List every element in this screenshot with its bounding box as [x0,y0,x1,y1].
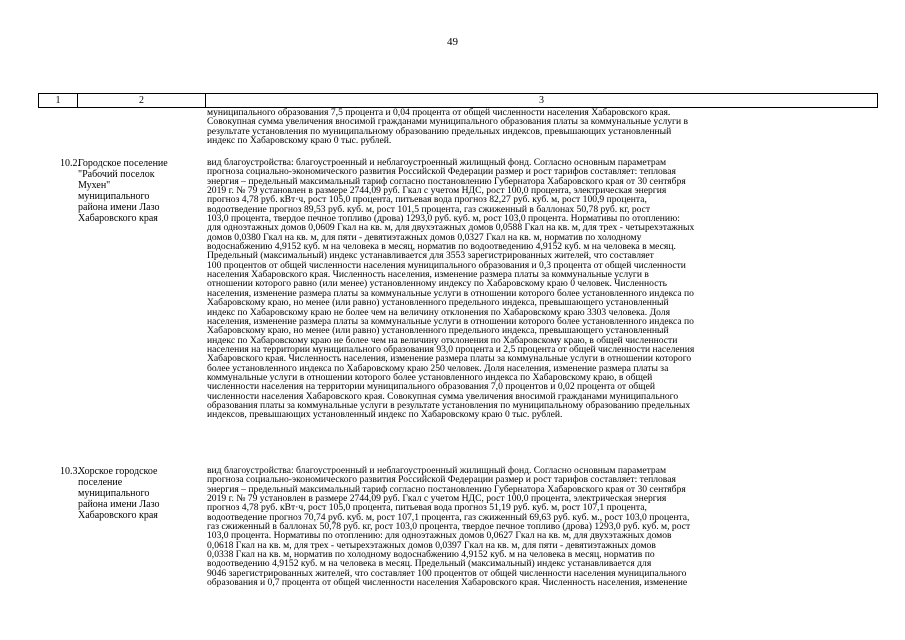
name-line: Хорское городское [78,466,158,477]
text-line: газ сжиженный в баллонах 50,78 руб. кг, рост 103,0 процента, твердое печное топливо (дрова) 1293,0 руб. куб. м, рост [207,521,691,533]
row-description [207,466,867,587]
text-line: образования платы за коммунальные услуги в результате установления по муниципальному образованию предельных [207,399,691,411]
name-line: Хабаровского края [78,510,158,521]
text-line: Предельный (максимальный) индекс устанавливается для 3553 зарегистрированных жителей, что составляет [207,250,654,262]
row-number: 10.3. [60,466,80,477]
text-line: результате установления по муниципальному образованию предельных индексов, превышающих установленный [207,125,672,137]
municipality-name [78,158,198,224]
text-line: 103,0 процента. Нормативы по отоплению: для одноэтажных домов 0,0627 Гкал на кв. м, для двухэтажных домов [207,530,672,542]
header-col-2: 2 [78,94,206,107]
text-line: образования и 0,7 процента от общей численности населения Хабаровского края. Численность населения, изменение [207,577,688,589]
text-line: индексов, превышающих установленный индекс по Хабаровскому краю 0 тыс. рублей. [207,409,563,421]
continuation-text [207,108,867,145]
text-line: Совокупная сумма увеличения вносимой гражданами муниципального образования платы за коммунальные услуги в [207,116,689,128]
text-line: вид благоустройства: благоустроенный и неблагоустроенный жилищный фонд. Согласно основным параметрам [207,157,667,168]
text-line: прогноза социально-экономического развития Российской Федерации размер и рост тарифов составляет: тепловая [207,474,676,486]
text-line: энергия – предельный максимальный тариф согласно постановлению Губернатора Хабаровского края от 30 сентября [207,483,686,495]
text-line: Хабаровскому краю, но менее (или равно) установленного предельного индекса, превышающего установленный [207,325,669,337]
header-col-3: 3 [539,95,544,106]
text-line: численности населения Хабаровского края. Совокупная сумма увеличения вносимой гражданами муниципального [207,390,679,402]
text-line: населения на территории муниципального образования 93,0 процента и 2,5 процента от общей численности населения [207,343,695,355]
municipality-name [78,466,198,521]
row-number: 10.2. [60,158,80,169]
text-line: домов 0,0380 Гкал на кв. м, для пяти - девятиэтажных домов 0,0327 Гкал на кв. м, норматив по холодному [207,231,642,243]
table-header [38,93,878,108]
text-line: водоснабжению 4,9152 куб. м на человека в месяц, норматив по водоотведению 4,9152 куб. м на человека в месяц. [207,241,676,253]
name-line: Хабаровского края [78,213,158,224]
text-line: более установленного индекса по Хабаровскому краю 250 человек. Доля населения, изменение размера платы за [207,362,669,374]
text-line: 2019 г. № 79 установлен в размере 2744,09 руб. Гкал с учетом НДС, рост 100,0 процента, электрическая энергия [207,493,667,505]
name-line: поселение [78,477,123,488]
text-line: водоотведение прогноз 70,74 руб. куб. м, рост 107,1 процента, газ сжиженный 69,63 руб. куб. м., рост 103,0 процента, [207,511,690,523]
text-line: 100 процентов от общей численности населения муниципального образования и 0,3 процента от общей численности [207,259,686,271]
text-line: прогноз 4,78 руб. кВт·ч, рост 105,0 процента, питьевая вода прогноз 82,27 руб. куб. м, рост 100,9 процента, [207,194,647,206]
text-line: прогноза социально-экономического развития Российской Федерации размер и рост тарифов составляет: тепловая [207,166,676,178]
name-line: муниципального [78,191,150,202]
row-description [207,158,867,420]
text-line: индекс по Хабаровскому краю 0 тыс. рублей. [207,135,392,147]
name-line: Городское поселение [78,158,168,169]
text-line: 0,0618 Гкал на кв. м, для трех - четырехэтажных домов 0,0397 Гкал на кв. м, для пяти - девятиэтажных домов [207,539,656,551]
text-line: 9046 зарегистрированных жителей, что составляет 100 процентов от общей численности населения муниципального [207,567,687,579]
text-line: для одноэтажных домов 0,0609 Гкал на кв. м, для двухэтажных домов 0,0588 Гкал на кв. м, для трех - четырехэтажных [207,222,695,234]
text-line: индекс по Хабаровскому краю не более чем на величину отклонения по Хабаровскому краю 3303 человека. Доля [207,306,670,318]
text-line: 103,0 процента, твердое печное топливо (дрова) 1293,0 руб. куб. м, рост 103,0 процента. Нормативы по отоплению: [207,213,680,225]
name-line: "Рабочий поселок [78,169,155,180]
text-line: 0,0338 Гкал на кв. м, норматив по холодному водоснабжению 4,9152 куб. м на человека в месяц, норматив по [207,549,655,561]
text-line: Хабаровскому краю, но менее (или равно) установленного предельного индекса, превышающего установленный [207,297,669,309]
name-line: муниципального [78,488,150,499]
header-col-1: 1 [39,94,78,107]
text-line: населения Хабаровского края. Численность населения, изменение размера платы за коммунальные услуги в [207,269,649,281]
text-line: водоотведение прогноз 89,53 руб. куб. м, рост 101,5 процента, газ сжиженный в баллонах 50,78 руб. кг, рост [207,203,651,215]
text-line: энергия – предельный максимальный тариф согласно постановлению Губернатора Хабаровского края от 30 сентября [207,175,686,187]
text-line: населения, изменение размера платы за коммунальные услуги в отношении которого более установленного индекса по [207,315,694,327]
page-number: 49 [447,36,458,48]
text-line: отношении которого равно (или менее) установленному индексу по Хабаровскому краю 0 человек. Численность [207,278,668,290]
text-line: вид благоустройства: благоустроенный и неблагоустроенный жилищный фонд. Согласно основным параметрам [207,465,667,476]
text-line: 2019 г. № 79 установлен в размере 2744,09 руб. Гкал с учетом НДС, рост 100,0 процента, электрическая энергия [207,185,667,197]
text-line: водоотведению 4,9152 куб. м на человека в месяц. Предельный (максимальный) индекс устанавливается для [207,558,652,570]
name-line: Мухен" [78,180,111,191]
text-line: прогноз 4,78 руб. кВт·ч, рост 105,0 процента, питьевая вода прогноз 51,19 руб. куб. м, рост 107,1 процента, [207,502,647,514]
name-line: района имени Лазо [78,499,160,510]
text-line: индекс по Хабаровскому краю не более чем на величину отклонения по Хабаровскому краю, в общей численности [207,334,678,346]
text-line: коммунальные услуги в отношении которого более установленного индекса по Хабаровскому краю, в общей [207,371,653,383]
text-line: населения, изменение размера платы за коммунальные услуги в отношении которого более установленного индекса по [207,287,694,299]
text-line: численности населения на территории муниципального образования 7,0 процентов и 0,02 процента от общей [207,381,655,393]
name-line: района имени Лазо [78,202,160,213]
text-line: муниципального образования 7,5 процента и 0,04 процента от общей численности населения Хабаровского края. [207,107,671,118]
text-line: Хабаровского края. Численность населения, изменение размера платы за коммунальные услуги в отношении которого [207,353,692,365]
